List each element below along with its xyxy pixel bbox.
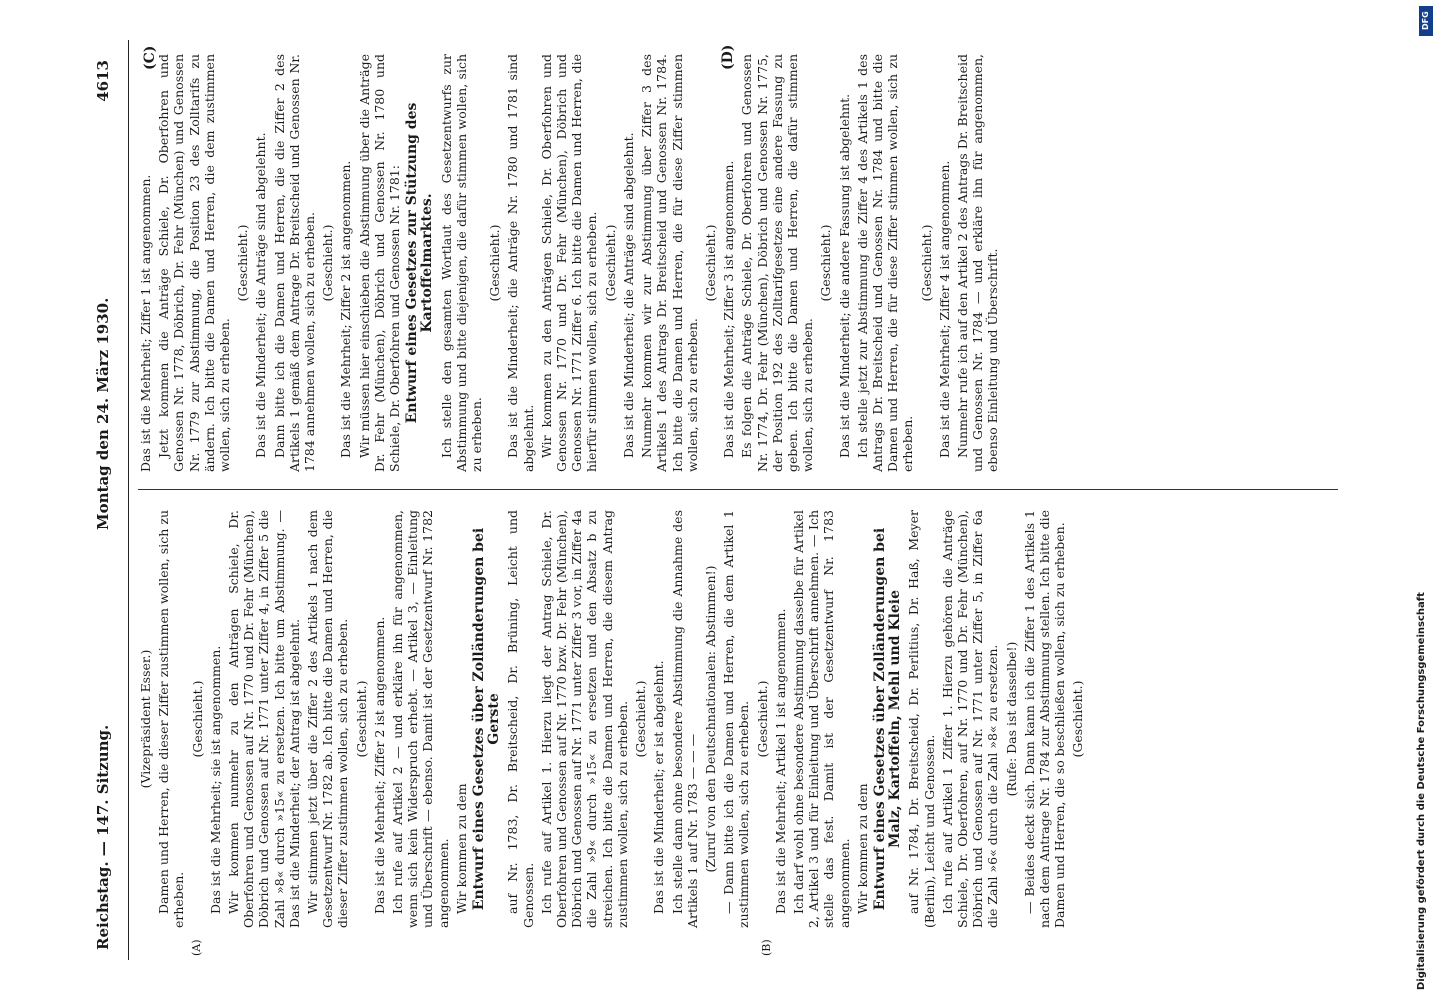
paragraph: Wir kommen zu den Anträgen Schiele, Dr. Oberfohren und Genossen Nr. 1770 und Dr. Fehr (München), Döbrich und Genossen Nr. 1771 Ziffer 6. Ich bitte die Damen und Herren, die hierfür stimmen wollen, sich zu erheben. bbox=[538, 54, 600, 472]
margin-mark-d: (D) bbox=[720, 44, 736, 70]
paragraph: (Geschieht.) bbox=[320, 224, 336, 302]
paragraph: Das ist die Minderheit; die Anträge Nr. 1780 und 1781 sind abgelehnt. bbox=[505, 54, 536, 472]
paragraph: Damen und Herren, die dieser Ziffer zustimmen wollen, sich zu erheben. bbox=[156, 510, 187, 928]
left-column bbox=[138, 510, 1089, 928]
paragraph: (Zuruf von den Deutschnationalen: Abstimmen!) bbox=[702, 565, 718, 873]
paragraph: Entwurf eines Gesetzes über Zolländerungen bei Malz, Kartoffeln, Mehl und Kleie bbox=[871, 527, 904, 911]
paragraph: Das ist die Minderheit; die Anträge sind abgelehnt. bbox=[253, 132, 269, 458]
paragraph: (Geschieht.) bbox=[818, 224, 834, 302]
paragraph: Das ist die Mehrheit; Ziffer 1 ist angenommen. bbox=[138, 174, 153, 472]
paragraph: Jetzt kommen die Anträge Schiele, Dr. Oberfohren und Genossen Nr. 1778, Döbrich, Dr. Fehr (München) und Genossen Nr. 1779 zur Abstimmung, die Position 23 des Zolltarifs zu ändern. Ich bitte die Damen und Herren, die dem zustimmen wollen, sich zu erheben. bbox=[156, 54, 233, 472]
paragraph: Ich stelle jetzt zur Abstimmung die Ziffer 4 des Artikels 1 des Antrags Dr. Breitscheid und Genossen Nr. 1784 und bitte die Damen und Herren, die für diese Ziffer stimmen wollen, sich zu erheben. bbox=[854, 54, 916, 472]
paragraph: Nunmehr kommen wir zur Abstimmung über Ziffer 3 des Artikels 1 des Antrags Dr. Breitscheid und Genossen Nr. 1784. Ich bitte die Damen und Herren, die für diese Ziffer stimmen wollen, sich zu erheben. bbox=[639, 54, 700, 472]
paragraph: (Geschieht.) bbox=[602, 224, 618, 302]
margin-mark-a: (A) bbox=[190, 939, 203, 956]
paragraph: (Geschieht.) bbox=[353, 680, 369, 758]
paragraph: Entwurf eines Gesetzes über Zolländerungen bei Gerste bbox=[471, 527, 503, 911]
page-header bbox=[90, 40, 130, 960]
paragraph: (Geschieht.) bbox=[918, 224, 934, 302]
margin-mark-b: (B) bbox=[760, 939, 773, 956]
paragraph: (Vizepräsident Esser.) bbox=[138, 649, 153, 789]
paragraph: Das ist die Mehrheit; Ziffer 2 ist angenommen. bbox=[371, 616, 387, 914]
paragraph: Ich rufe auf Artikel 1. Hierzu liegt der Antrag Schiele, Dr. Oberfohren und Genossen auf Nr. 1770 bzw. Dr. Fehr (München), Döbrich und Genossen auf Nr. 1771 unter Ziffer 3 vor, in Ziffer 4a die Zahl »9« durch »15« zu ersetzen und den Absatz b zu streichen. Ich bitte die Damen und Herren, die diesem Antrag zustimmen wollen, sich zu erheben. bbox=[538, 510, 630, 928]
paragraph: Wir kommen nunmehr zu den Anträgen Schiele, Dr. Oberfohren und Genossen auf Nr. 1770 und Dr. Fehr (München), Döbrich und Genossen auf Nr. 1771 unter Ziffer 4, in Ziffer 5 die Zahl »8« durch »15« zu ersetzen. Ich bitte um Abstimmung. — Das ist die Minderheit; der Antrag ist abgelehnt. bbox=[226, 510, 302, 928]
column-separator bbox=[138, 489, 1338, 490]
paragraph: Dann bitte ich die Damen und Herren, die die Ziffer 2 des Artikels 1 gemäß dem Antrage Dr. Breitscheid und Genossen Nr. 1784 annehmen wollen, sich zu erheben. bbox=[271, 54, 318, 472]
dfg-credit: Digitalisierung gefördert durch die Deutsche Forschungsgemeinschaft bbox=[1416, 592, 1427, 990]
paragraph: Das ist die Mehrheit; Ziffer 2 ist angenommen. bbox=[338, 160, 354, 458]
paragraph: — Dann bitte ich die Damen und Herren, die dem Artikel 1 zustimmen wollen, sich zu erheben. bbox=[721, 510, 752, 928]
credit-strip bbox=[1414, 0, 1434, 1000]
paragraph: (Geschieht.) bbox=[1070, 680, 1086, 758]
paragraph: Das ist die Mehrheit; sie ist angenommen. bbox=[207, 645, 223, 914]
page-number: 4613 bbox=[94, 60, 112, 102]
paragraph: Ich rufe auf Artikel 2 — und erkläre ihn für angenommen, wenn sich kein Widerspruch erhebt. — Artikel 3, — Einleitung und Überschrift — ebenso. Damit ist der Gesetzentwurf Nr. 1782 angenommen. bbox=[390, 510, 451, 928]
paragraph: Das ist die Mehrheit; Ziffer 3 ist angenommen. bbox=[721, 160, 737, 458]
paragraph: Das ist die Minderheit; er ist abgelehnt. bbox=[651, 660, 667, 914]
header-rule bbox=[128, 40, 129, 960]
dfg-logo: DFG bbox=[1419, 6, 1433, 36]
header-date: Montag den 24. März 1930. bbox=[94, 297, 112, 530]
paragraph: Das ist die Minderheit; die Anträge sind abgelehnt. bbox=[620, 132, 636, 458]
paragraph: Nunmehr rufe ich auf den Artikel 2 des Antrags Dr. Breitscheid und Genossen Nr. 1784 — und erkläre ihn für angenommen, ebenso Einleitung und Überschrift. bbox=[954, 54, 1001, 472]
margin-mark-c: (C) bbox=[142, 45, 158, 70]
paragraph: Es folgen die Anträge Schiele, Dr. Oberfohren und Genossen Nr. 1774, Dr. Fehr (München), Döbrich und Genossen Nr. 1775, der Position 192 des Zolltarifgesetzes eine andere Fassung zu geben. Ich bitte die Damen und Herren, die dafür stimmen wollen, sich zu erheben. bbox=[739, 54, 816, 472]
paragraph: (Geschieht.) bbox=[235, 224, 251, 302]
paragraph: Ich rufe auf Artikel 1 Ziffer 1. Hierzu gehören die Anträge Schiele, Dr. Oberfohren, auf Nr. 1770 und Dr. Fehr (München), Döbrich und Genossen auf Nr. 1771 unter Ziffer 5, in Ziffer 6a die Zahl »6« durch die Zahl »8« zu ersetzen. bbox=[939, 510, 1001, 928]
paragraph: (Geschieht.) bbox=[702, 224, 718, 302]
paragraph: — Beides deckt sich. Dann kann ich die Ziffer 1 des Artikels 1 nach dem Antrage Nr. 1784 zur Abstimmung stellen. Ich bitte die Damen und Herren, die so beschließen wollen, sich zu erheben. bbox=[1021, 510, 1068, 928]
header-left: Reichstag. — 147. Sitzung. bbox=[94, 724, 112, 950]
paragraph: Das ist die Mehrheit; Ziffer 4 ist angenommen. bbox=[936, 160, 952, 458]
paragraph: Das ist die Mehrheit; Artikel 1 ist angenommen. bbox=[772, 608, 788, 914]
paragraph: Ich stelle den gesamten Wortlaut des Gesetzentwurfs zur Abstimmung und bitte diejenigen, die dafür stimmen wollen, sich zu erheben. bbox=[438, 54, 485, 472]
paragraph: (Geschieht.) bbox=[189, 680, 205, 758]
right-column bbox=[138, 54, 1004, 472]
paragraph: (Geschieht.) bbox=[487, 224, 503, 302]
paragraph: Wir müssen hier einschieben die Abstimmung über die Anträge Dr. Fehr (München), Döbrich und Genossen Nr. 1780 und Schiele, Dr. Oberfohren und Genossen Nr. 1781: bbox=[356, 54, 403, 472]
paragraph: auf Nr. 1783, Dr. Breitscheid, Dr. Brüning, Leicht und Genossen. bbox=[505, 510, 536, 928]
paragraph: auf Nr. 1784, Dr. Breitscheid, Dr. Perlitius, Dr. Haß, Meyer (Berlin), Leicht und Genossen. bbox=[906, 510, 937, 928]
paragraph: Ich stelle dann ohne besondere Abstimmung die Annahme des Artikels 1 auf Nr. 1783 — — — bbox=[669, 510, 700, 928]
paragraph: (Rufe: Das ist dasselbe!) bbox=[1003, 641, 1019, 797]
paragraph: Ich darf wohl ohne besondere Abstimmung dasselbe für Artikel 2, Artikel 3 und für Einleitung und Überschrift annehmen. — Ich stelle das fest. Damit ist der Gesetzentwurf Nr. 1783 angenommen. bbox=[790, 510, 852, 928]
paragraph: Wir kommen zu dem bbox=[453, 783, 469, 914]
paragraph: Entwurf eines Gesetzes zur Stützung des Kartoffelmarktes. bbox=[404, 102, 436, 424]
paragraph: (Geschieht.) bbox=[754, 680, 770, 758]
document-page bbox=[80, 40, 1380, 960]
paragraph: Das ist die Minderheit; die andere Fassung ist abgelehnt. bbox=[836, 93, 852, 458]
paragraph: (Geschieht.) bbox=[633, 680, 649, 758]
paragraph: Wir kommen zu dem bbox=[854, 783, 870, 914]
paragraph: Wir stimmen jetzt über die Ziffer 2 des Artikels 1 nach dem Gesetzentwurf Nr. 1782 ab. Ich bitte die Damen und Herren, die dieser Ziffer zustimmen wollen, sich zu erheben. bbox=[305, 510, 351, 928]
